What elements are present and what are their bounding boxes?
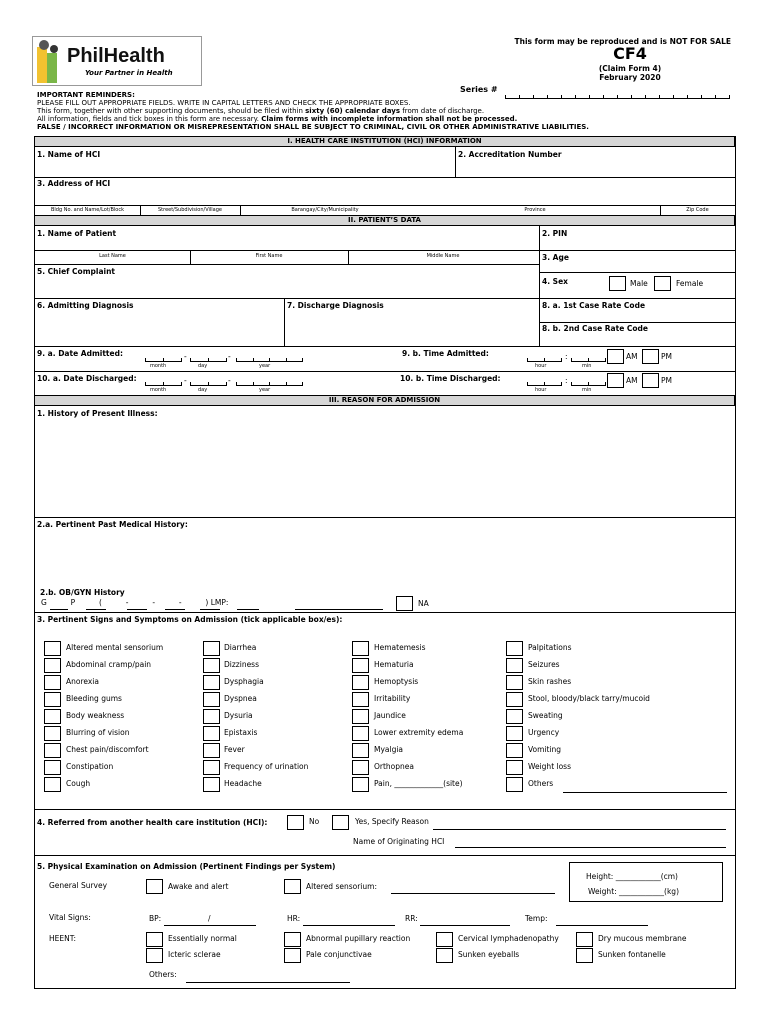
heent-checkbox[interactable] xyxy=(146,932,163,947)
reminder-line-1: PLEASE FILL OUT APPROPRIATE FIELDS. WRITE IN CAPITAL LETTERS AND CHECK THE APPROPRIATE BOXES. xyxy=(37,99,411,107)
symptom-checkbox[interactable] xyxy=(44,743,61,758)
reminder-line-3b: Claim forms with incomplete information shall not be processed. xyxy=(261,115,518,123)
name-part-first: First Name xyxy=(255,253,283,259)
rr-field[interactable] xyxy=(420,925,510,926)
altered-sensorium-field[interactable] xyxy=(391,893,555,894)
symptom-checkbox[interactable] xyxy=(44,658,61,673)
symptom-checkbox[interactable] xyxy=(506,675,523,690)
symptom-label: Stool, bloody/black tarry/mucoid xyxy=(528,694,650,703)
bp-slash: / xyxy=(208,914,211,923)
signs-symptoms-label: 3. Pertinent Signs and Symptoms on Admission (tick applicable box/es): xyxy=(37,615,343,624)
reminder-line-2c: from date of discharge. xyxy=(400,107,485,115)
name-of-patient-label: 1. Name of Patient xyxy=(37,229,117,238)
symptom-checkbox[interactable] xyxy=(203,658,220,673)
symptom-label: Hematemesis xyxy=(374,643,426,652)
reminder-line-3a: All information, fields and tick boxes in this form are necessary. xyxy=(37,115,262,123)
symptom-label: Diarrhea xyxy=(224,643,257,652)
symptom-checkbox[interactable] xyxy=(506,692,523,707)
symptom-label: Lower extremity edema xyxy=(374,728,464,737)
symptom-checkbox[interactable] xyxy=(203,641,220,656)
pin-label: 2. PIN xyxy=(542,229,568,238)
symptom-label: Seizures xyxy=(528,660,560,669)
name-part-middle: Middle Name xyxy=(426,253,460,259)
pm-discharged-checkbox[interactable] xyxy=(642,373,659,388)
sex-male-checkbox[interactable] xyxy=(609,276,626,291)
referred-no-checkbox[interactable] xyxy=(287,815,304,830)
symptom-checkbox[interactable] xyxy=(44,675,61,690)
addr-part-bldg: Bldg No. and Name/Lot/Block xyxy=(50,207,124,213)
accreditation-field[interactable] xyxy=(456,160,734,176)
vital-signs-label: Vital Signs: xyxy=(49,913,91,922)
name-of-hci-field[interactable] xyxy=(35,160,454,176)
date-admitted-label: 9. a. Date Admitted: xyxy=(37,349,123,358)
heent-label-item: Essentially normal xyxy=(168,934,237,943)
dash-discharged-2: - xyxy=(228,376,231,385)
symptom-checkbox[interactable] xyxy=(203,675,220,690)
section-1-header: I. HEALTH CARE INSTITUTION (HCI) INFORMATION xyxy=(34,136,735,147)
originating-hci-field[interactable] xyxy=(455,847,726,848)
symptom-checkbox[interactable] xyxy=(203,743,220,758)
year-discharged-label: year xyxy=(259,387,271,393)
altered-sensorium-checkbox[interactable] xyxy=(284,879,301,894)
heent-checkbox[interactable] xyxy=(146,948,163,963)
pm-admitted-label: PM xyxy=(661,352,672,361)
physical-exam-label: 5. Physical Examination on Admission (Pertinent Findings per System) xyxy=(37,862,336,871)
heent-label-item: Sunken eyeballs xyxy=(458,950,520,959)
symptom-label: Orthopnea xyxy=(374,762,414,771)
symptom-checkbox[interactable] xyxy=(203,692,220,707)
year-admitted-field[interactable] xyxy=(236,356,302,362)
others-symptom-field[interactable] xyxy=(563,792,727,793)
symptom-label: Dysuria xyxy=(224,711,253,720)
temp-label: Temp: xyxy=(525,914,548,923)
pm-admitted-checkbox[interactable] xyxy=(642,349,659,364)
temp-field[interactable] xyxy=(556,925,648,926)
symptom-checkbox[interactable] xyxy=(352,726,369,741)
hour-admitted-field[interactable] xyxy=(527,356,561,362)
discharge-diagnosis-label: 7. Discharge Diagnosis xyxy=(287,301,384,310)
reproduce-note: This form may be reproduced and is NOT FOR SALE xyxy=(514,37,731,46)
min-discharged-label: min xyxy=(582,387,592,393)
bp-field[interactable] xyxy=(164,925,256,926)
symptom-checkbox[interactable] xyxy=(352,658,369,673)
heent-others-field[interactable] xyxy=(186,982,350,983)
symptom-label: Anorexia xyxy=(66,677,99,686)
symptom-checkbox[interactable] xyxy=(44,777,61,792)
symptom-label: Others xyxy=(528,779,554,788)
symptom-checkbox[interactable] xyxy=(352,777,369,792)
symptom-label: Altered mental sensorium xyxy=(66,643,164,652)
discharge-diagnosis-field[interactable] xyxy=(285,311,538,346)
symptom-label: Dysphagia xyxy=(224,677,264,686)
philhealth-logo xyxy=(32,36,202,86)
heent-checkbox[interactable] xyxy=(576,948,593,963)
symptom-label: Dyspnea xyxy=(224,694,257,703)
symptom-label: Urgency xyxy=(528,728,560,737)
symptom-label: Fever xyxy=(224,745,245,754)
heent-label-item: Icteric sclerae xyxy=(168,950,221,959)
sex-female-label: Female xyxy=(676,279,704,288)
am-admitted-checkbox[interactable] xyxy=(607,349,624,364)
name-of-hci-label: 1. Name of HCI xyxy=(37,150,101,159)
addr-part-zip: Zip Code xyxy=(686,207,709,213)
symptom-label: Vomiting xyxy=(528,745,562,754)
symptom-label: Irritability xyxy=(374,694,411,703)
colon-discharged: : xyxy=(565,376,568,385)
addr-part-province: Province xyxy=(524,207,546,213)
symptom-checkbox[interactable] xyxy=(203,709,220,724)
dash-admitted-2: - xyxy=(228,352,231,361)
hour-discharged-label: hour xyxy=(535,387,547,393)
awake-alert-checkbox[interactable] xyxy=(146,879,163,894)
symptom-label: Bleeding gums xyxy=(66,694,122,703)
hour-discharged-field[interactable] xyxy=(527,380,561,386)
logo-tagline: Your Partner in Health xyxy=(85,69,173,77)
symptom-label: Pain, _____________(site) xyxy=(374,779,463,788)
address-of-hci-label: 3. Address of HCI xyxy=(37,179,111,188)
symptom-checkbox[interactable] xyxy=(352,675,369,690)
year-discharged-field[interactable] xyxy=(236,380,302,386)
address-field[interactable] xyxy=(35,188,735,204)
history-present-illness-label: 1. History of Present Illness: xyxy=(37,409,158,418)
symptom-label: Weight loss xyxy=(528,762,572,771)
day-admitted-field[interactable] xyxy=(190,356,226,362)
symptom-checkbox[interactable] xyxy=(352,760,369,775)
symptom-label: Chest pain/discomfort xyxy=(66,745,149,754)
height-weight-box xyxy=(569,862,723,902)
heent-checkbox[interactable] xyxy=(284,932,301,947)
past-medical-history-label: 2.a. Pertinent Past Medical History: xyxy=(37,520,188,529)
pm-discharged-label: PM xyxy=(661,376,672,385)
chief-complaint-field[interactable] xyxy=(35,277,538,298)
altered-sensorium-label: Altered sensorium: xyxy=(306,882,377,891)
dash-admitted-1: - xyxy=(184,352,187,361)
day-discharged-label: day xyxy=(198,387,208,393)
rr-label: RR: xyxy=(405,914,418,923)
symptom-label: Headache xyxy=(224,779,262,788)
reminders xyxy=(37,91,737,131)
sex-male-label: Male xyxy=(630,279,648,288)
reminder-line-2b: sixty (60) calendar days xyxy=(305,107,401,115)
symptom-checkbox[interactable] xyxy=(506,726,523,741)
month-admitted-label: month xyxy=(150,363,167,369)
symptom-label: Skin rashes xyxy=(528,677,572,686)
obgyn-na-checkbox[interactable] xyxy=(396,596,413,611)
history-present-illness-field[interactable] xyxy=(35,420,735,516)
heent-label-item: Dry mucous membrane xyxy=(598,934,687,943)
symptom-label: Constipation xyxy=(66,762,114,771)
day-discharged-field[interactable] xyxy=(190,380,226,386)
symptom-label: Epistaxis xyxy=(224,728,258,737)
min-admitted-field[interactable] xyxy=(571,356,605,362)
am-discharged-checkbox[interactable] xyxy=(607,373,624,388)
heent-checkbox[interactable] xyxy=(436,948,453,963)
symptom-label: Sweating xyxy=(528,711,563,720)
symptom-label: Palpitations xyxy=(528,643,572,652)
dash-discharged-1: - xyxy=(184,376,187,385)
time-admitted-label: 9. b. Time Admitted: xyxy=(402,349,489,358)
referred-label: 4. Referred from another health care institution (HCI): xyxy=(37,818,268,827)
symptom-label: Blurring of vision xyxy=(66,728,130,737)
weight-field[interactable]: Weight: ____________(kg) xyxy=(588,887,679,896)
series-label: Series # xyxy=(460,85,498,94)
addr-part-street: Street/Subdivision/Village xyxy=(157,207,222,213)
age-field[interactable] xyxy=(540,262,734,272)
symptom-checkbox[interactable] xyxy=(203,777,220,792)
admitting-diagnosis-field[interactable] xyxy=(35,311,283,346)
symptom-checkbox[interactable] xyxy=(506,777,523,792)
obgyn-na-label: NA xyxy=(418,599,429,608)
am-admitted-label: AM xyxy=(626,352,638,361)
symptom-label: Body weakness xyxy=(66,711,125,720)
symptom-checkbox[interactable] xyxy=(203,726,220,741)
symptom-checkbox[interactable] xyxy=(352,641,369,656)
lmp-field[interactable] xyxy=(295,609,383,610)
sex-label: 4. Sex xyxy=(542,277,569,286)
age-label: 3. Age xyxy=(542,253,569,262)
symptom-checkbox[interactable] xyxy=(506,743,523,758)
symptom-label: Jaundice xyxy=(374,711,406,720)
month-discharged-field[interactable] xyxy=(145,380,181,386)
heent-label-item: Cervical lymphadenopathy xyxy=(458,934,559,943)
heent-label-item: Sunken fontanelle xyxy=(598,950,666,959)
referred-yes-checkbox[interactable] xyxy=(332,815,349,830)
heent-checkbox[interactable] xyxy=(436,932,453,947)
symptom-checkbox[interactable] xyxy=(352,743,369,758)
symptom-checkbox[interactable] xyxy=(506,709,523,724)
reminder-line-2 xyxy=(37,107,737,115)
colon-admitted: : xyxy=(565,352,568,361)
referred-no-label: No xyxy=(309,817,320,826)
first-case-rate-label: 8. a. 1st Case Rate Code xyxy=(542,301,646,310)
symptom-checkbox[interactable] xyxy=(44,692,61,707)
month-admitted-field[interactable] xyxy=(145,356,181,362)
form-date: February 2020 xyxy=(599,73,661,82)
heent-checkbox[interactable] xyxy=(576,932,593,947)
heent-checkbox[interactable] xyxy=(284,948,301,963)
height-field[interactable]: Height: ____________(cm) xyxy=(586,872,678,881)
referred-reason-field[interactable] xyxy=(433,829,726,830)
heent-label-item: Pale conjunctivae xyxy=(306,950,372,959)
name-of-patient-field[interactable] xyxy=(35,238,538,250)
symptom-label: Myalgia xyxy=(374,745,404,754)
admitting-diagnosis-label: 6. Admitting Diagnosis xyxy=(37,301,134,310)
chief-complaint-label: 5. Chief Complaint xyxy=(37,267,116,276)
time-discharged-label: 10. b. Time Discharged: xyxy=(400,374,501,383)
awake-alert-label: Awake and alert xyxy=(168,882,229,891)
symptom-checkbox[interactable] xyxy=(44,726,61,741)
min-admitted-label: min xyxy=(582,363,592,369)
section-3-header: III. REASON FOR ADMISSION xyxy=(34,395,735,406)
sex-female-checkbox[interactable] xyxy=(654,276,671,291)
reminder-line-2a: This form, together with other supporting documents, should be filed within xyxy=(37,107,306,115)
symptom-checkbox[interactable] xyxy=(506,641,523,656)
past-medical-history-field[interactable] xyxy=(35,531,735,586)
symptom-label: Frequency of urination xyxy=(224,762,309,771)
hr-field[interactable] xyxy=(303,925,395,926)
philhealth-logo-icon xyxy=(35,39,71,85)
month-discharged-label: month xyxy=(150,387,167,393)
addr-part-barangay: Barangay/City/Municipality xyxy=(291,207,359,213)
reminder-line-3 xyxy=(37,115,737,123)
am-discharged-label: AM xyxy=(626,376,638,385)
originating-hci-label: Name of Originating HCI xyxy=(353,837,445,846)
symptom-checkbox[interactable] xyxy=(203,760,220,775)
reminders-title: IMPORTANT REMINDERS: xyxy=(37,91,135,99)
symptom-checkbox[interactable] xyxy=(352,692,369,707)
form-code: CF4 xyxy=(613,44,647,63)
symptom-checkbox[interactable] xyxy=(44,760,61,775)
name-part-last: Last Name xyxy=(99,253,126,259)
bp-label: BP: xyxy=(149,914,162,923)
accreditation-label: 2. Accreditation Number xyxy=(458,150,562,159)
referred-yes-label: Yes, Specify Reason xyxy=(355,817,429,826)
hour-admitted-label: hour xyxy=(535,363,547,369)
second-case-rate-label: 8. b. 2nd Case Rate Code xyxy=(542,324,649,333)
obgyn-history-label: 2.b. OB/GYN History xyxy=(40,588,125,597)
heent-others-label: Others: xyxy=(149,970,177,979)
year-admitted-label: year xyxy=(259,363,271,369)
heent-label-item: Abnormal pupillary reaction xyxy=(306,934,411,943)
reminder-line-4: FALSE / INCORRECT INFORMATION OR MISREPRESENTATION SHALL BE SUBJECT TO CRIMINAL, CIVIL OR OTHER ADMINISTRATIVE LIABILITIES. xyxy=(37,123,589,131)
symptom-label: Hemoptysis xyxy=(374,677,419,686)
symptom-checkbox[interactable] xyxy=(506,760,523,775)
heent-label: HEENT: xyxy=(49,934,77,943)
pin-field[interactable] xyxy=(540,238,734,250)
min-discharged-field[interactable] xyxy=(571,380,605,386)
symptom-label: Cough xyxy=(66,779,91,788)
section-2-header: II. PATIENT’S DATA xyxy=(34,215,735,226)
logo-text: PhilHealth xyxy=(67,45,165,67)
general-survey-label: General Survey xyxy=(49,881,108,890)
symptom-label: Dizziness xyxy=(224,660,259,669)
symptom-checkbox[interactable] xyxy=(44,641,61,656)
date-discharged-label: 10. a. Date Discharged: xyxy=(37,374,137,383)
day-admitted-label: day xyxy=(198,363,208,369)
obgyn-history-line: G P ( - - - ) LMP: xyxy=(41,598,229,607)
hr-label: HR: xyxy=(287,914,301,923)
symptom-checkbox[interactable] xyxy=(352,709,369,724)
form-name: (Claim Form 4) xyxy=(598,64,662,73)
symptom-label: Abdominal cramp/pain xyxy=(66,660,152,669)
symptom-checkbox[interactable] xyxy=(44,709,61,724)
symptom-label: Hematuria xyxy=(374,660,414,669)
symptom-checkbox[interactable] xyxy=(506,658,523,673)
